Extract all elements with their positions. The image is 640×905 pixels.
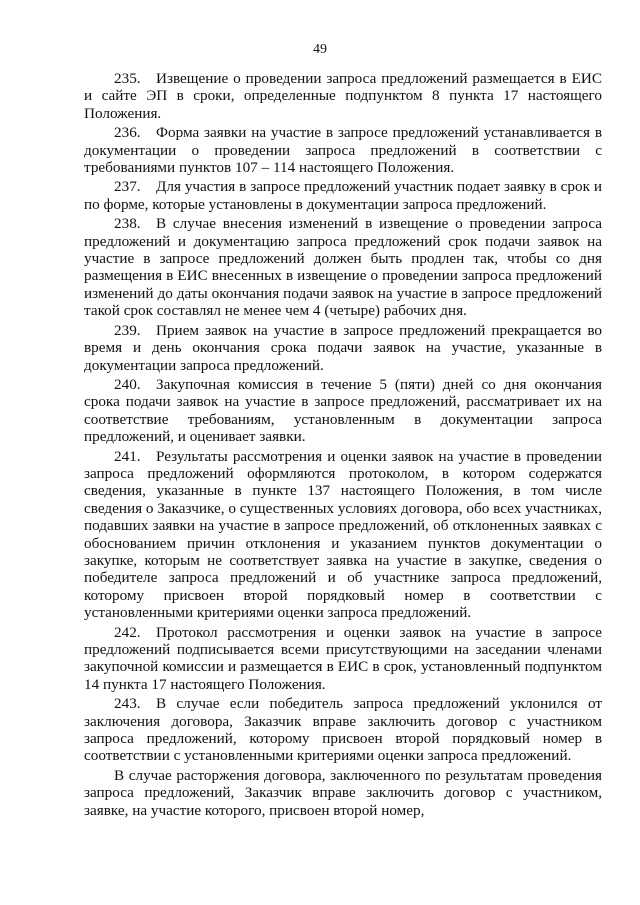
paragraph-number: 243.	[114, 695, 141, 713]
paragraph-238	[84, 215, 602, 319]
paragraph-text: В случае внесения изменений в извещение о проведении запроса предложений и документацию запроса предложений срок подачи заявок на участие в запросе предложений должен быть продлен так, чтобы со дня размещения в ЕИС внесенных в извещение о проведении запроса предложений изменений до даты окончания подачи заявок на участие в запросе предложений такой срок составлял не менее чем 4 (четыре) рабочих дня.	[84, 215, 602, 320]
paragraph-text: Результаты рассмотрения и оценки заявок на участие в проведении запроса предложений оформляются протоколом, в котором содержатся сведения, указанные в пункте 137 настоящего Положения, в том числе сведения о Заказчике, о существенных условиях договора, обо всех участниках, подавших заявки на участие в запросе предложений, об отклоненных заявках с обоснованием причин отклонения и указанием пунктов документации о закупке, которым не соответствует заявка на участие в закупке, сведения о победителе запроса предложений и об участнике запроса предложений, которому присвоен второй порядковый номер в соответствии с установленными критериями оценки запроса предложений.	[84, 447, 602, 622]
paragraph-text: В случае расторжения договора, заключенного по результатам проведения запроса предложений, Заказчик вправе заключить договор с участником, заявке, на участие которого, присвоен второй номер,	[84, 766, 602, 819]
paragraph-number: 235.	[114, 70, 141, 87]
paragraph-237	[84, 178, 602, 213]
paragraph-239	[84, 322, 602, 374]
paragraph-text: Форма заявки на участие в запросе предложений устанавливается в документации о проведении запроса предложений в соответствии с требованиями пунктов 107 – 114 настоящего Положения.	[84, 124, 602, 177]
paragraph-242	[84, 624, 602, 694]
document-body	[84, 70, 602, 821]
paragraph-243-continuation	[84, 767, 602, 819]
paragraph-number: 242.	[114, 623, 141, 641]
paragraph-235	[84, 70, 602, 122]
paragraph-number: 238.	[114, 215, 141, 233]
paragraph-241	[84, 448, 602, 622]
paragraph-240	[84, 376, 602, 446]
paragraph-number: 237.	[114, 178, 141, 196]
page-number: 49	[313, 42, 327, 57]
paragraph-number: 241.	[114, 447, 141, 465]
paragraph-text: Протокол рассмотрения и оценки заявок на участие в запросе предложений подписывается всеми присутствующими на заседании членами закупочной комиссии и размещается в ЕИС в срок, установленный подпунктом 14 пункта 17 настоящего Положения.	[84, 623, 602, 693]
paragraph-text: Извещение о проведении запроса предложений размещается в ЕИС и сайте ЭП в сроки, определенные подпунктом 8 пункта 17 настоящего Положения.	[84, 70, 602, 122]
paragraph-243	[84, 695, 602, 765]
paragraph-number: 236.	[114, 124, 141, 142]
paragraph-text: Прием заявок на участие в запросе предложений прекращается во время и день окончания срока подачи заявок на участие, указанные в документации запроса предложений.	[84, 321, 602, 374]
paragraph-236	[84, 124, 602, 176]
paragraph-number: 240.	[114, 375, 141, 393]
paragraph-text: Для участия в запросе предложений участник подает заявку в срок и по форме, которые установлены в документации запроса предложений.	[84, 178, 602, 213]
paragraph-number: 239.	[114, 321, 141, 339]
paragraph-text: Закупочная комиссия в течение 5 (пяти) дней со дня окончания срока подачи заявок на участие в запросе предложений, рассматривает их на соответствие требованиям, установленным в документации запроса предложений, и оценивает заявки.	[84, 375, 602, 446]
paragraph-text: В случае если победитель запроса предложений уклонился от заключения договора, Заказчик вправе заключить договор с участником запроса предложений, которому присвоен второй порядковый номер в соответствии с установленными критериями оценки запроса предложений.	[84, 695, 602, 765]
